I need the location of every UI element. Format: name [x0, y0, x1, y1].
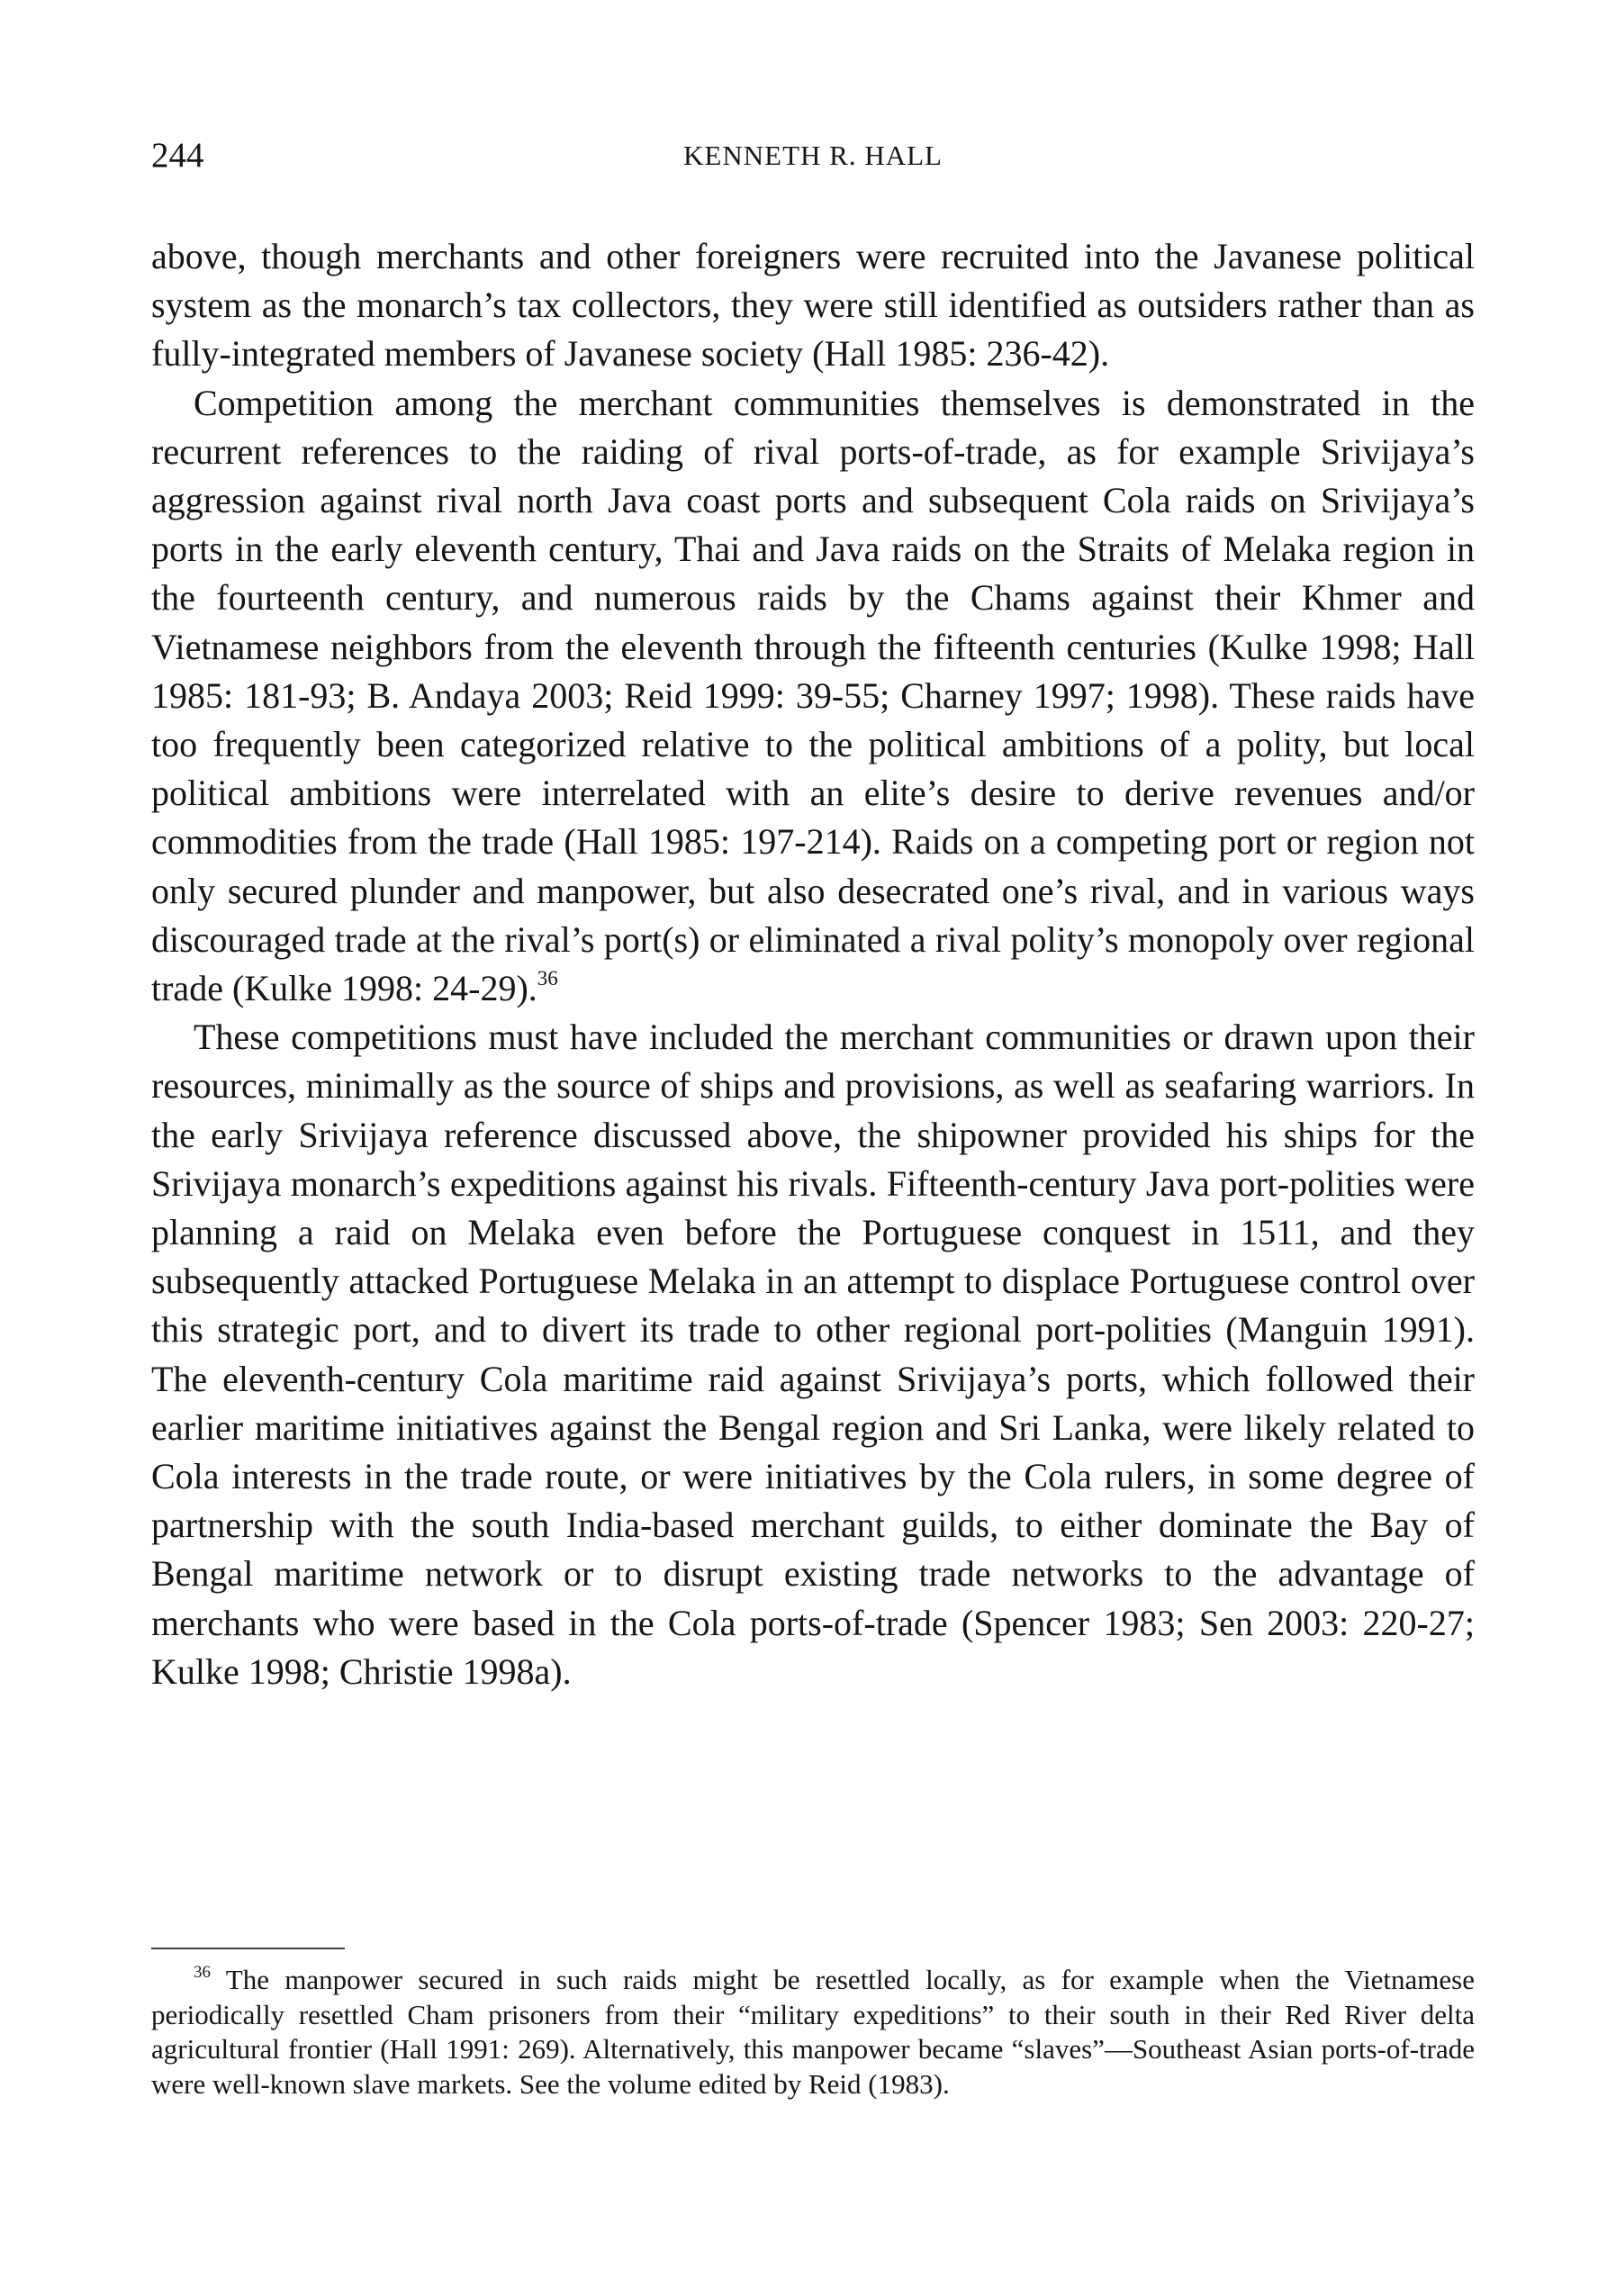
- body-text: [151, 232, 1475, 1696]
- footnote-divider: [151, 1948, 345, 1949]
- page-number: 244: [151, 136, 204, 175]
- paragraph-2: [151, 379, 1475, 1014]
- footnote-text: The manpower secured in such raids might be resettled locally, as for example when the Vietnamese periodically resettled Cham prisoners from their “military expeditions” to their south in their Red River delta agricultural frontier (Hall 1991: 269). Alternatively, this manpower became “slaves”—Southeast Asian ports-of-trade were well-known slave markets. See the volume edited by Reid (1983).: [151, 1964, 1475, 2100]
- page-header: [151, 133, 1475, 178]
- running-head: KENNETH R. HALL: [683, 140, 943, 171]
- footnote-36: [151, 1963, 1475, 2102]
- footnote-reference: 36: [537, 967, 558, 990]
- paragraph-3: These competitions must have included the merchant communities or drawn upon their resources, minimally as the source of ships and provisions, as well as seafaring warriors. In the early Srivijaya reference discussed above, the shipowner provided his ships for the Srivijaya monarch’s expeditions against his rivals. Fifteenth-century Java port-polities were planning a raid on Melaka even before the Portuguese conquest in 1511, and they subsequently attacked Portuguese Melaka in an attempt to displace Portuguese control over this strategic port, and to divert its trade to other regional port-polities (Manguin 1991). The eleventh-century Cola maritime raid against Srivijaya’s ports, which followed their earlier maritime initiatives against the Bengal region and Sri Lanka, were likely related to Cola interests in the trade route, or were initiatives by the Cola rulers, in some degree of partnership with the south India-based merchant guilds, to either dominate the Bay of Bengal maritime network or to disrupt existing trade networks to the advantage of merchants who were based in the Cola ports-of-trade (Spencer 1983; Sen 2003: 220-27; Kulke 1998; Christie 1998a).: [151, 1017, 1475, 1692]
- footnote: [151, 1963, 1475, 2102]
- footnote-number: 36: [194, 1963, 211, 1982]
- paragraph-1: above, though merchants and other foreigners were recruited into the Javanese political system as the monarch’s tax collectors, they were still identified as outsiders rather than as fully-integrated members of Javanese society (Hall 1985: 236-42).: [151, 236, 1475, 375]
- paragraph-2-text: Competition among the merchant communities themselves is demonstrated in the recurrent references to the raiding of rival ports-of-trade, as for example Srivijaya’s aggression against rival north Java coast ports and subsequent Cola raids on Srivijaya’s ports in the early eleventh century, Thai and Java raids on the Straits of Melaka region in the fourteenth century, and numerous raids by the Chams against their Khmer and Vietnamese neighbors from the eleventh through the fifteenth centuries (Kulke 1998; Hall 1985: 181-93; B. Andaya 2003; Reid 1999: 39-55; Charney 1997; 1998). These raids have too frequently been categorized relative to the political ambitions of a polity, but local political ambitions were interrelated with an elite’s desire to derive revenues and/or commodities from the trade (Hall 1985: 197-214). Raids on a competing port or region not only secured plunder and manpower, but also desecrated one’s rival, and in various ways discouraged trade at the rival’s port(s) or eliminated a rival polity’s monopoly over regional trade (Kulke 1998: 24-29).: [151, 382, 1475, 1009]
